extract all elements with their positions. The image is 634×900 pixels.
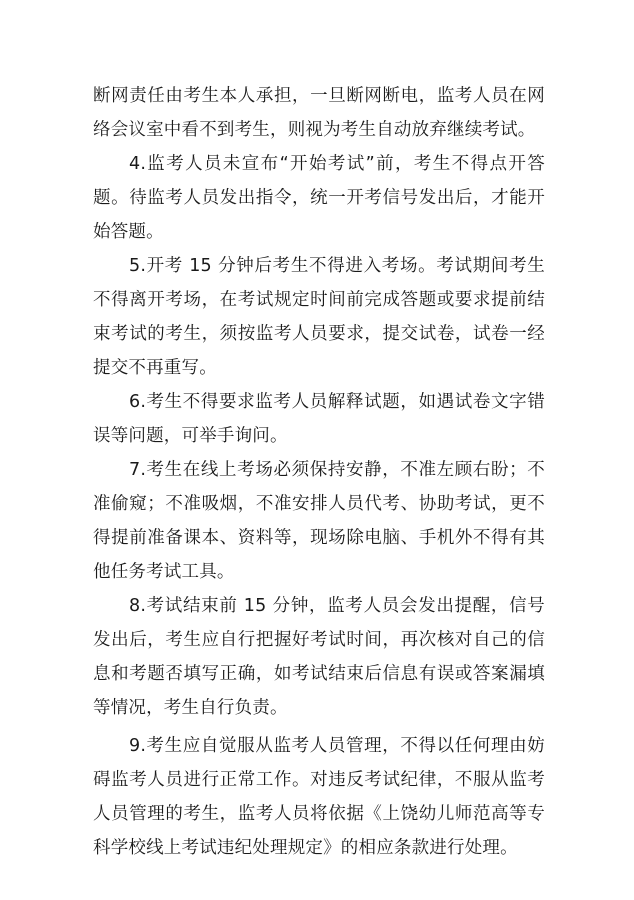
paragraph-rule-8: 8.考试结束前 15 分钟，监考人员会发出提醒，信号发出后，考生应自行把握好考试时间，再次核对自己的信息和考题否填写正确，如考试结束后信息有误或答案漏填等情况，考生自行负责。 [93,596,545,718]
paragraph-rule-9: 9.考生应自觉服从监考人员管理，不得以任何理由妨碍监考人员进行正常工作。对违反考试纪律，不服从监考人员管理的考生，监考人员将依据《上饶幼儿师范高等专科学校线上考试违纪处理规定》的相应条款进行处理。 [93,736,545,858]
paragraph-rule-7: 7.考生在线上考场必须保持安静，不准左顾右盼；不准偷窥；不准吸烟，不准安排人员代考、协助考试，更不得提前准备课本、资料等，现场除电脑、手机外不得有其他任务考试工具。 [93,460,545,582]
paragraph-rule-4: 4.监考人员未宣布“开始考试”前，考生不得点开答题。待监考人员发出指令，统一开考信号发出后，才能开始答题。 [93,154,545,242]
document-body [93,79,545,865]
paragraph-rule-6: 6.考生不得要求监考人员解释试题，如遇试卷文字错误等问题，可举手询问。 [93,392,545,446]
paragraph-network-responsibility: 断网责任由考生本人承担，一旦断网断电，监考人员在网络会议室中看不到考生，则视为考生自动放弃继续考试。 [93,86,545,140]
paragraph-rule-5: 5.开考 15 分钟后考生不得进入考场。考试期间考生不得离开考场，在考试规定时间前完成答题或要求提前结束考试的考生，须按监考人员要求，提交试卷，试卷一经提交不再重写。 [93,256,545,378]
